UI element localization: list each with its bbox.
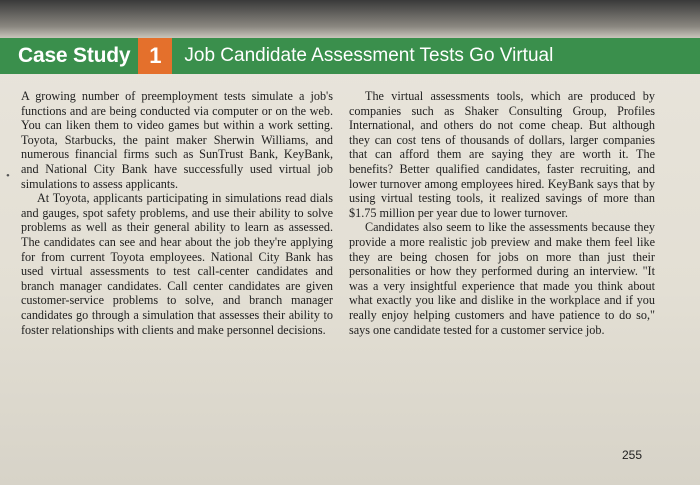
paragraph: At Toyota, applicants participating in simulations read dials and gauges, spot safety problems, and use their ability to solve problems as well as their general ability to learn as assessed. The candidates can see and hear about the job they're applying for from current Toyota employees. National City Bank has used virtual assessments to test call-center candidates and branch manager candidates. Call center candidates are given customer-service problems to solve, and branch manager candidates go through a simulation that assesses their ability to foster relationships with clients and make personnel decisions. bbox=[21, 191, 333, 337]
case-study-title: Job Candidate Assessment Tests Go Virtual bbox=[184, 45, 554, 66]
paragraph: A growing number of preemployment tests simulate a job's functions and are being conducted via computer or on the web. You can liken them to video games but within a work setting. Toyota, Starbucks, the paint maker Sherwin Williams, and numerous financial firms such as SunTrust Bank, KeyBank, and National City Bank have successfully used virtual job simulations to assess applicants. bbox=[21, 89, 333, 191]
paragraph: Candidates also seem to like the assessments because they provide a more realistic job preview and make them feel like they are being chosen for jobs on more than just their personalities or how they performed during an interview. "It was a very insightful experience that made you think about what exactly you like and dislike in the workplace and if you really enjoy helping customers and have patience to do so," says one candidate tested for a customer service job. bbox=[349, 220, 655, 337]
case-study-number: 1 bbox=[138, 38, 172, 74]
page-top-shadow bbox=[0, 0, 700, 38]
page-number: 255 bbox=[622, 448, 643, 462]
paragraph: The virtual assessments tools, which are produced by companies such as Shaker Consulting Group, Profiles International, and others do not come cheap. But although they can cost tens of thousands of dollars, larger companies that can afford them are saying they are worth it. The benefits? Better qualified candidates, faster recruiting, and lower turnover among employees hired. KeyBank says that by using virtual testing tools, it realized savings of more than $1.75 million per year due to lower turnover. bbox=[349, 89, 655, 220]
case-study-banner bbox=[0, 38, 700, 74]
text-column-left bbox=[21, 89, 333, 337]
text-column-right bbox=[349, 89, 655, 337]
margin-dot-icon: • bbox=[6, 170, 10, 182]
case-study-label: Case Study bbox=[18, 44, 131, 67]
